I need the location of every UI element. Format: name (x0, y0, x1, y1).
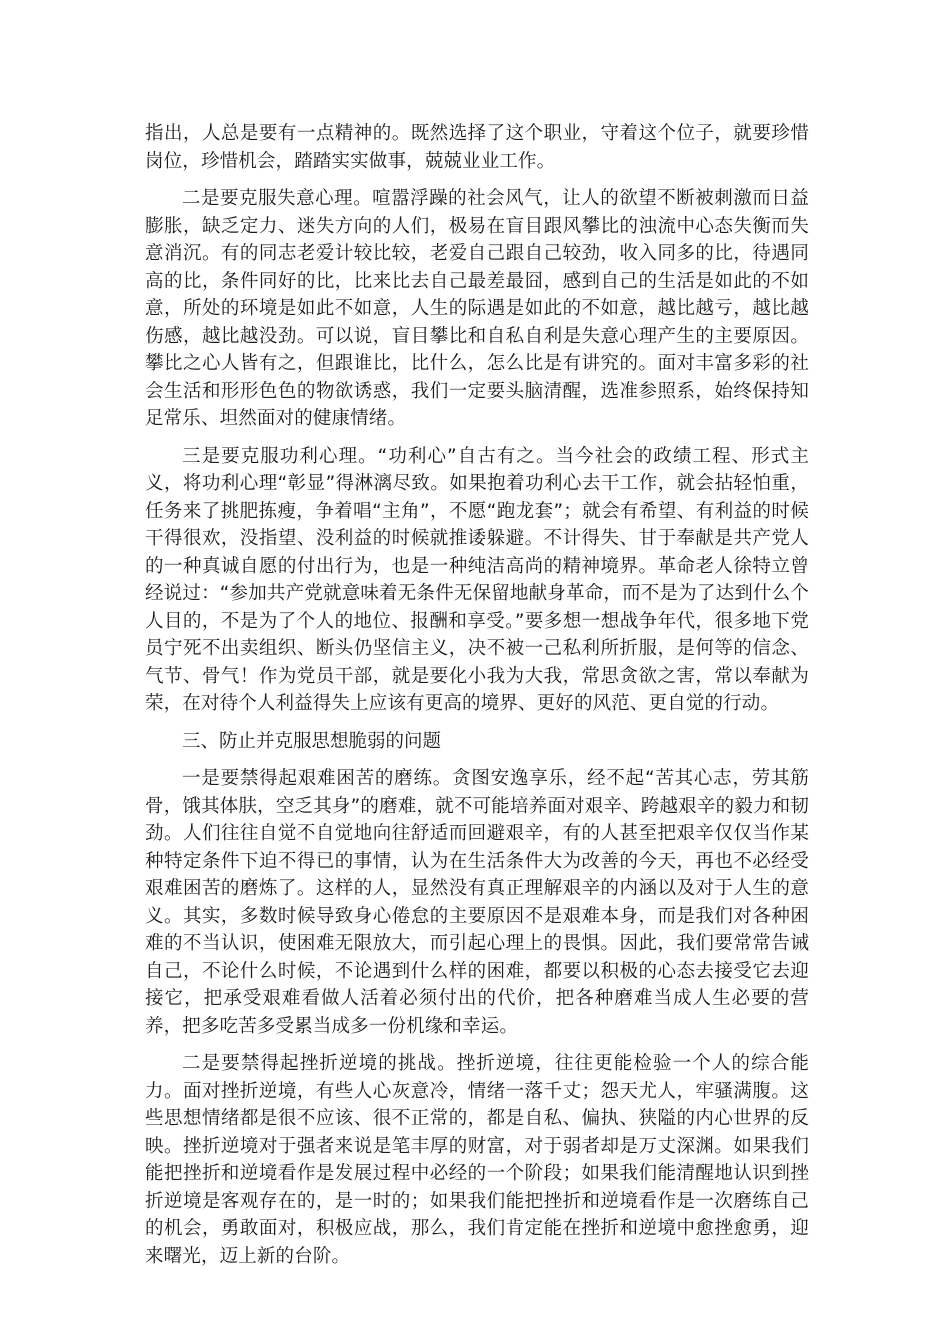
paragraph-endure-adversity: 二是要禁得起挫折逆境的挑战。挫折逆境，往往更能检验一个人的综合能力。面对挫折逆境，有些人心灰意冷，情绪一落千丈；怨天尤人，牢骚满腹。这些思想情绪都是很不应该、很不正常的，都是自私、偏执、狭隘的内心世界的反映。挫折逆境对于强者来说是笔丰厚的财富，对于弱者却是万丈深渊。如果我们能把挫折和逆境看作是发展过程中必经的一个阶段；如果我们能清醒地认识到挫折逆境是客观存在的，是一时的；如果我们能把挫折和逆境看作是一次磨练自己的机会，勇敢面对，积极应战，那么，我们肯定能在挫折和逆境中愈挫愈勇，迎来曙光，迈上新的台阶。 (145, 1053, 809, 1267)
document-page (145, 120, 809, 1280)
paragraph-overcome-utilitarianism: 三是要克服功利心理。“功利心”自古有之。当今社会的政绩工程、形式主义，将功利心理“彰显”得淋漓尽致。如果抱着功利心去干工作，就会拈轻怕重，任务来了挑肥拣瘦，争着唱“主角”，不愿“跑龙套”；就会有希望、有利益的时候干得很欢，没指望、没利益的时候就推诿躲避。不计得失、甘于奉献是共产党人的一种真诚自愿的付出行为，也是一种纯洁高尚的精神境界。革命老人徐特立曾经说过：“参加共产党就意味着无条件无保留地献身革命，而不是为了达到什么个人目的，不是为了个人的地位、报酬和享受。”要多想一想战争年代，很多地下党员宁死不出卖组织、断头仍坚信主义，决不被一己私利所折服，是何等的信念、气节、骨气！作为党员干部，就是要化小我为大我，常思贪欲之害，常以奉献为荣，在对待个人利益得失上应该有更高的境界、更好的风范、更自觉的行动。 (145, 445, 809, 714)
paragraph-endure-hardship: 一是要禁得起艰难困苦的磨练。贪图安逸享乐，经不起“苦其心志，劳其筋骨，饿其体肤，空乏其身”的磨难，就不可能培养面对艰辛、跨越艰辛的毅力和韧劲。人们往往自觉不自觉地向往舒适而回避艰辛，有的人甚至把艰辛仅仅当作某种特定条件下迫不得已的事情，认为在生活条件大为改善的今天，再也不必经受艰难困苦的磨炼了。这样的人，显然没有真正理解艰辛的内涵以及对于人生的意义。其实，多数时候导致身心倦怠的主要原因不是艰难本身，而是我们对各种困难的不当认识，使困难无限放大，而引起心理上的畏惧。因此，我们要常常告诫自己，不论什么时候，不论遇到什么样的困难，都要以积极的心态去接受它去迎接它，把承受艰难看做人活着必须付出的代价，把各种磨难当成人生必要的营养，把多吃苦多受累当成多一份机缘和幸运。 (145, 768, 809, 1037)
section-heading-mental-fragility: 三、防止并克服思想脆弱的问题 (182, 730, 442, 752)
paragraph-overcome-frustration: 二是要克服失意心理。喧嚣浮躁的社会风气，让人的欲望不断被刺激而日益膨胀，缺乏定力、迷失方向的人们，极易在盲目跟风攀比的浊流中心态失衡而失意消沉。有的同志老爱计较比较，老爱自己跟自己较劲，收入同多的比，待遇同高的比，条件同好的比，比来比去自己最差最囧，感到自己的生活是如此的不如意，所处的环境是如此不如意，人生的际遇是如此的不如意，越比越亏，越比越伤感，越比越没劲。可以说，盲目攀比和自私自利是失意心理产生的主要原因。攀比之心人皆有之，但跟谁比，比什么，怎么比是有讲究的。面对丰富多彩的社会生活和形形色色的物欲诱惑，我们一定要头脑清醒，选准参照系，始终保持知足常乐、坦然面对的健康情绪。 (145, 188, 809, 429)
paragraph-continuation: 指出，人总是要有一点精神的。既然选择了这个职业，守着这个位子，就要珍惜岗位，珍惜机会，踏踏实实做事，兢兢业业工作。 (145, 123, 809, 172)
